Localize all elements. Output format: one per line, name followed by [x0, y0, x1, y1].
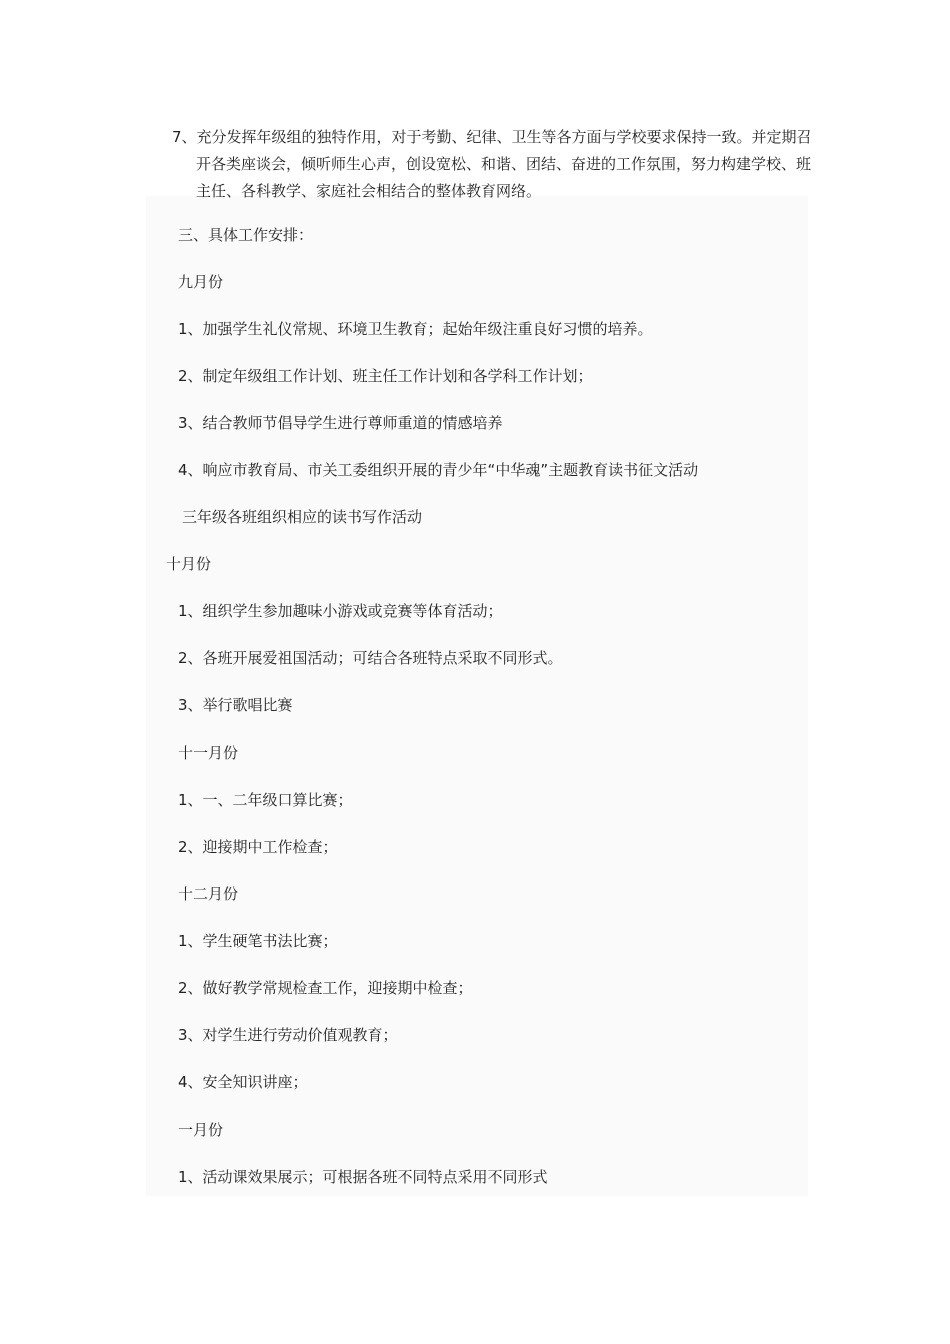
list-item: 3、结合教师节倡导学生进行尊师重道的情感培养: [178, 414, 503, 432]
intro-text: 、充分发挥年级组的独特作用，对于考勤、纪律、卫生等各方面与学校要求保持一致。并定期召开各类座谈会，倾听师生心声，创设宽松、和谐、团结、奋进的工作氛围，努力构建学校、班主任、各科教学、家庭社会相结合的整体教育网络。: [181, 128, 812, 200]
list-item: 1、活动课效果展示；可根据各班不同特点采用不同形式: [178, 1168, 548, 1186]
list-item: 4、响应市教育局、市关工委组织开展的青少年“中华魂”主题教育读书征文活动: [178, 461, 699, 479]
list-item: 2、制定年级组工作计划、班主任工作计划和各学科工作计划；: [178, 367, 593, 385]
list-item: 1、加强学生礼仪常规、环境卫生教育；起始年级注重良好习惯的培养。: [178, 320, 653, 338]
list-item: 2、迎接期中工作检查；: [178, 838, 338, 856]
intro-number: 7: [172, 128, 182, 146]
list-item: 1、学生硬笔书法比赛；: [178, 932, 338, 950]
list-item: 1、组织学生参加趣味小游戏或竞赛等体育活动；: [178, 602, 503, 620]
month-title-sep: 九月份: [178, 273, 224, 291]
section-title: 三、具体工作安排：: [178, 226, 314, 244]
month-title-dec: 十二月份: [178, 885, 239, 903]
list-item: 3、对学生进行劳动价值观教育；: [178, 1026, 398, 1044]
list-item: 三年级各班组织相应的读书写作活动: [182, 508, 423, 526]
intro-paragraph: [160, 124, 820, 205]
month-title-jan: 一月份: [178, 1121, 224, 1139]
list-item: 1、一、二年级口算比赛；: [178, 791, 353, 809]
month-title-nov: 十一月份: [178, 744, 239, 762]
list-item: 3、举行歌唱比赛: [178, 696, 293, 714]
month-title-oct: 十月份: [166, 555, 212, 573]
list-item: 2、各班开展爱祖国活动；可结合各班特点采取不同形式。: [178, 649, 563, 667]
list-item: 2、做好教学常规检查工作，迎接期中检查；: [178, 979, 473, 997]
list-item: 4、安全知识讲座；: [178, 1073, 308, 1091]
